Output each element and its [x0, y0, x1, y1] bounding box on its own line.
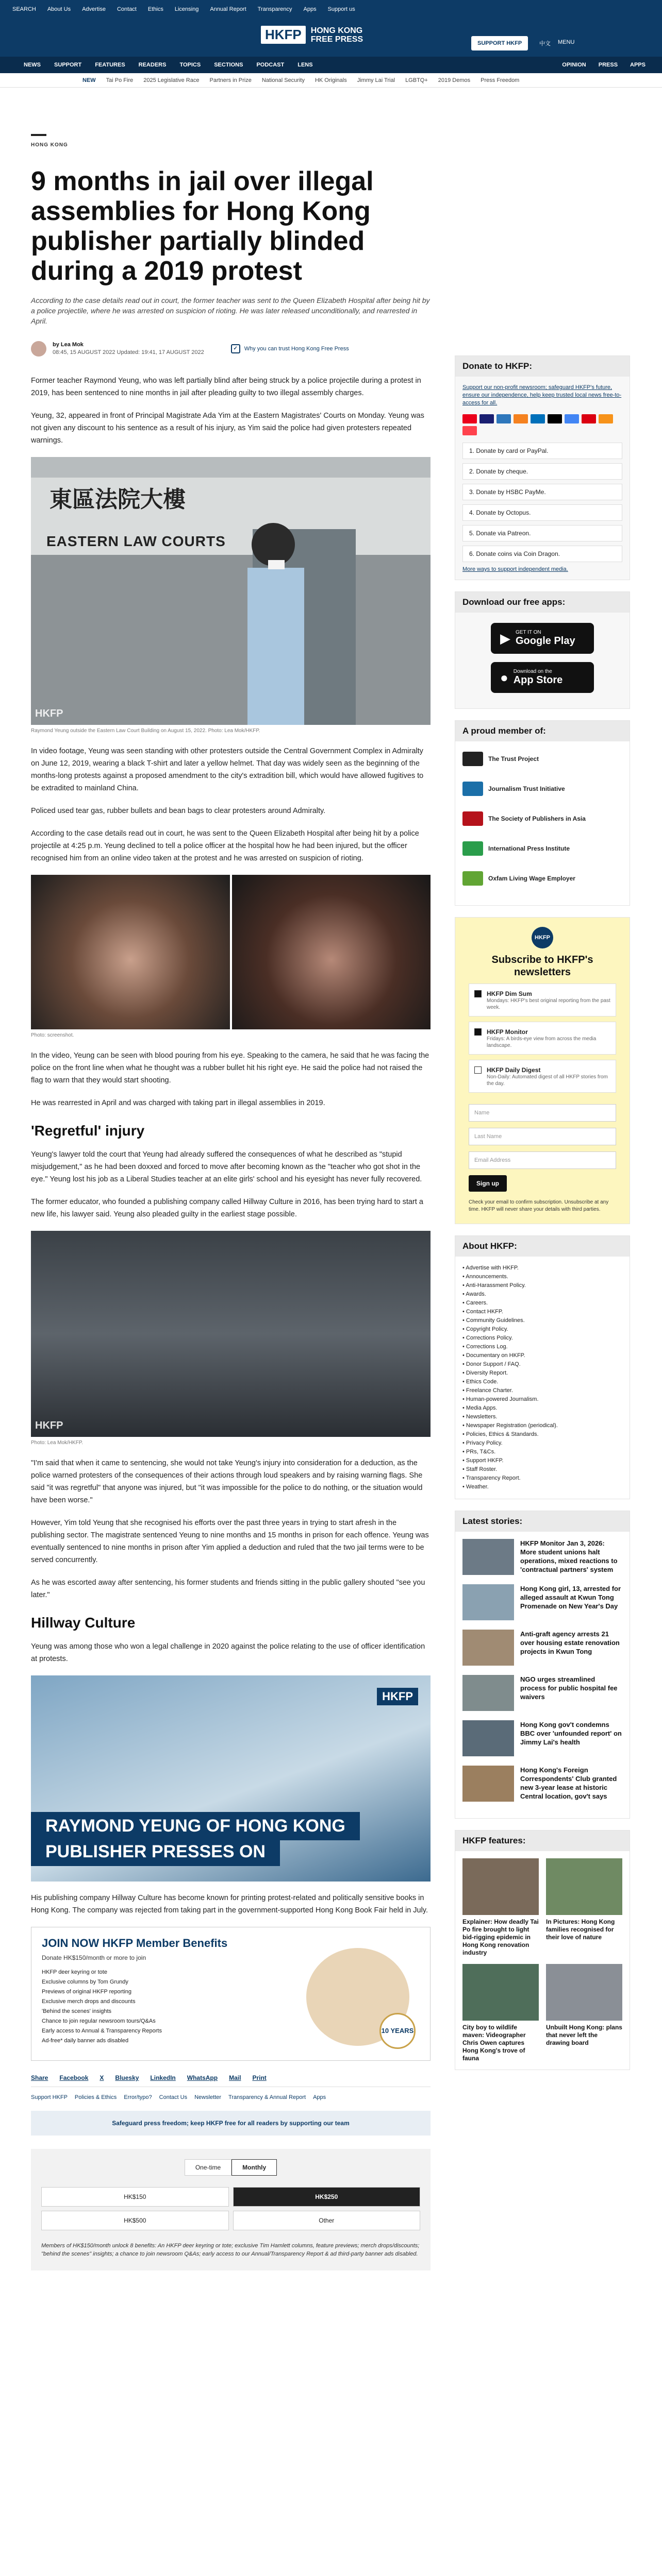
about-link[interactable]: • Donor Support / FAQ. [462, 1361, 521, 1367]
amex-icon [496, 414, 511, 423]
more-ways-link[interactable]: More ways to support independent media. [462, 566, 568, 572]
paragraph: Policed used tear gas, rubber bullets and bean bags to clear protesters around Admiralty. [31, 807, 326, 815]
author-avatar [31, 341, 46, 357]
promo-item: Previews of original HKFP reporting [42, 1989, 132, 1995]
anniversary-badge: 10 YEARS [379, 2013, 416, 2049]
member-promo[interactable] [31, 1927, 431, 2061]
nav-item[interactable]: SECTIONS [214, 62, 243, 68]
share-print[interactable]: Print [252, 2074, 267, 2081]
paragraph: Yeung's lawyer told the court that Yeung had already suffered the consequences of what he described as "stupid misjudgement," as he had been doxxed and forced to move after becoming known as the "teacher who got shot in the eye." Yeung lost his job as a Liberal Studies teacher at an elite girls' school and his eyesight has never fully recovered. [31, 1150, 422, 1183]
about-link[interactable]: • Careers. [462, 1300, 488, 1306]
nav-item[interactable]: LENS [297, 62, 313, 68]
video-banner-line2: PUBLISHER PRESSES ON [31, 1838, 280, 1866]
share-mail[interactable]: Mail [229, 2074, 241, 2081]
option-title: HKFP Dim Sum [487, 990, 532, 997]
share-linkedin[interactable]: LinkedIn [150, 2074, 176, 2081]
about-link[interactable]: • Corrections Policy. [462, 1335, 513, 1341]
feature-title: City boy to wildlife maven: Videographer Chris Owen captures Hong Kong's trove of fauna [462, 2024, 526, 2062]
article-photo [31, 457, 431, 725]
footer-link[interactable]: Transparency & Annual Report [228, 2094, 306, 2100]
card-title: HKFP features: [455, 1831, 630, 1851]
option-title: HKFP Daily Digest [487, 1066, 541, 1074]
newsletter-option[interactable] [469, 984, 616, 1016]
card-title: Download our free apps: [455, 592, 630, 613]
feature-title: Explainer: How deadly Tai Po fire brought to light bid-rigging epidemic in Hong Kong renovation industry [462, 1918, 539, 1956]
card-title: About HKFP: [455, 1236, 630, 1257]
member-name: Journalism Trust Initiative [488, 785, 565, 792]
member-name: The Society of Publishers in Asia [488, 815, 586, 822]
feature-item[interactable] [462, 1964, 539, 2062]
video-logo: HKFP [377, 1688, 418, 1705]
about-link[interactable]: • Anti-Harassment Policy. [462, 1282, 526, 1289]
about-link[interactable]: • Copyright Policy. [462, 1326, 508, 1332]
share-facebook[interactable]: Facebook [59, 2074, 89, 2081]
checkbox-checked[interactable] [474, 990, 482, 997]
paragraph: According to the case details read out in court, he was sent to the Queen Elizabeth Hospital after being hit by a police projectile at 4:25 p.m. Yeung declined to tell a police officer at the hospital how he had been injured, but the officer recognised him from an online video taken at the protest and he was arrested on suspicion of rioting. [31, 829, 419, 862]
footer-link[interactable]: Policies & Ethics [74, 2094, 117, 2100]
features-grid [462, 1858, 622, 2062]
newsletter-option[interactable] [469, 1060, 616, 1093]
option-desc: Fridays: A birds-eye view from across the media landscape. [487, 1036, 597, 1048]
feature-title: Unbuilt Hong Kong: plans that never left the drawing board [546, 2024, 622, 2046]
donate-option[interactable]: 5. Donate via Patreon. [462, 525, 622, 541]
ipi-logo [462, 841, 483, 856]
story-title: Hong Kong's Foreign Correspondents' Club granted new 3-year lease at historic Central location, gov't says [520, 1766, 617, 1800]
footer-link[interactable]: Newsletter [194, 2094, 222, 2100]
features-card [455, 1830, 630, 2070]
story-thumbnail [462, 1539, 514, 1575]
feature-thumbnail [546, 1964, 622, 2021]
court-sign-english: EASTERN LAW COURTS [46, 533, 226, 549]
about-link[interactable]: • Ethics Code. [462, 1379, 499, 1385]
about-link[interactable]: • Newsletters. [462, 1414, 498, 1420]
utility-link[interactable]: Ethics [147, 6, 163, 12]
utility-link[interactable]: Licensing [174, 6, 199, 12]
author-info [53, 341, 204, 357]
about-link[interactable]: • Contact HKFP. [462, 1309, 503, 1315]
footer-link[interactable]: Error/typo? [124, 2094, 152, 2100]
jti-logo [462, 782, 483, 796]
utility-link[interactable]: Transparency [257, 6, 292, 12]
utility-link[interactable]: SEARCH [12, 6, 36, 12]
story-thumbnail [462, 1630, 514, 1666]
injury-screenshot-right [232, 875, 431, 1029]
about-link[interactable]: • Community Guidelines. [462, 1317, 525, 1324]
donate-intro[interactable]: Support our non-profit newsroom; safeguard HKFP's future, ensure our independence, help keep trusted local news free-to-access for all. [462, 384, 622, 406]
member-org[interactable] [462, 749, 622, 769]
footer-link[interactable]: Contact Us [159, 2094, 188, 2100]
promo-item: HKFP deer keyring or tote [42, 1969, 107, 1975]
card-title: A proud member of: [455, 721, 630, 741]
members-card [455, 720, 630, 906]
photo-caption: Raymond Yeung outside the Eastern Law Court Building on August 15, 2022. Photo: Lea Mok/HKFP. [31, 728, 260, 734]
about-link[interactable]: • Advertise with HKFP. [462, 1265, 519, 1271]
amount-option[interactable]: HK$150 [41, 2187, 229, 2207]
story-item[interactable] [462, 1630, 622, 1666]
nav-item[interactable]: APPS [630, 62, 646, 68]
promo-item: Ad-free* daily banner ads disabled [42, 2038, 129, 2044]
about-link[interactable]: • Media Apps. [462, 1405, 498, 1411]
nav-item[interactable]: READERS [138, 62, 167, 68]
newsletter-card [455, 917, 630, 1224]
trending-nav [0, 73, 662, 88]
story-item[interactable] [462, 1539, 622, 1575]
utility-link[interactable]: Annual Report [210, 6, 246, 12]
card-title: Donate to HKFP: [455, 356, 630, 377]
email-field[interactable]: Email Address [469, 1151, 616, 1169]
play-store-icon: ▶ [500, 630, 510, 646]
section-heading: 'Regretful' injury [31, 1123, 145, 1139]
main-nav [0, 57, 662, 73]
utility-link[interactable]: Advertise [82, 6, 106, 12]
header-right-links [539, 39, 574, 47]
donate-option[interactable]: 1. Donate by card or PayPal. [462, 443, 622, 459]
signup-button[interactable]: Sign up [469, 1175, 507, 1192]
promo-item: 'Behind the scenes' insights [42, 2008, 112, 2014]
paragraph: The former educator, who founded a publishing company called Hillway Culture in 2016, has been trying hard to start a new life, his lawyer said. Yeung also pleaded guilty in the earliest stage possible. [31, 1198, 423, 1218]
member-name: Oxfam Living Wage Employer [488, 875, 575, 882]
trending-link[interactable]: 2019 Demos [438, 77, 471, 83]
apple-icon: ● [500, 669, 508, 685]
share-x[interactable]: X [100, 2074, 104, 2081]
article-category[interactable]: HONG KONG [31, 142, 68, 148]
store-line: Google Play [516, 635, 575, 647]
photo-watermark: HKFP [35, 708, 63, 719]
donate-option[interactable]: 6. Donate coins via Coin Dragon. [462, 546, 622, 562]
injury-screenshot-left [31, 875, 230, 1029]
trust-link[interactable] [231, 344, 349, 353]
paypal-icon [531, 414, 545, 423]
discover-icon [514, 414, 528, 423]
nav-item[interactable]: PODCAST [256, 62, 285, 68]
sopa-logo [462, 811, 483, 826]
feature-item[interactable] [546, 1858, 622, 1957]
trust-icon: ✓ [231, 344, 240, 353]
new-label: NEW [82, 77, 96, 83]
footer-links [31, 2087, 431, 2100]
about-link[interactable]: • Documentary on HKFP. [462, 1352, 525, 1359]
story-title: Hong Kong girl, 13, arrested for alleged assault at Kwun Tong Promenade on New Year's Day [520, 1585, 621, 1610]
about-link[interactable]: • Announcements. [462, 1274, 508, 1280]
trending-link[interactable]: Press Freedom [481, 77, 520, 83]
about-link[interactable]: • Diversity Report. [462, 1370, 508, 1376]
about-link[interactable]: • Privacy Policy. [462, 1440, 503, 1446]
store-line: GET IT ON [516, 630, 541, 635]
payment-icons [462, 414, 622, 435]
about-link[interactable]: • Human-powered Journalism. [462, 1396, 539, 1402]
paragraph: In video footage, Yeung was seen standing with other protesters outside the Central Government Complex in Admiralty on June 12, 2019, wearing a black T-shirt and later a yellow helmet. That day was widely seen as the beginning of the months-long protests against a proposed amendment to the city's extradition bill, which would have allowed fugitives to be extradited to mainland China. [31, 747, 424, 792]
site-header [0, 0, 662, 57]
paragraph: In the video, Yeung can be seen with blood pouring from his eye. Speaking to the camera, he said that he was facing the police on the front line when what he thought was a rubber bullet hit his right eye. He said the police had not raised the flag to warn that they would start shooting. [31, 1052, 429, 1084]
about-link[interactable]: • Support HKFP. [462, 1458, 504, 1464]
about-link[interactable]: • Newspaper Registration (periodical). [462, 1422, 558, 1429]
feature-thumbnail [462, 1858, 539, 1915]
story-item[interactable] [462, 1584, 622, 1620]
about-links [462, 1264, 622, 1492]
frequency-monthly[interactable]: Monthly [231, 2159, 277, 2176]
footer-link[interactable]: Apps [313, 2094, 326, 2100]
site-logo[interactable] [261, 26, 363, 44]
visa-icon [479, 414, 494, 423]
paragraph: His publishing company Hillway Culture has become known for printing protest-related and politically sensitive books in Hong Kong. The company was rejected from taking part in the government-supported Hong Kong Book Fair held in July. [31, 1894, 428, 1914]
newsletter-option[interactable] [469, 1022, 616, 1055]
feature-thumbnail [462, 1964, 539, 2021]
newsletter-logo: HKFP [532, 927, 553, 948]
option-desc: Non-Daily: Automated digest of all HKFP stories from the day. [487, 1074, 608, 1087]
frequency-onetime[interactable]: One-time [185, 2159, 231, 2176]
about-link[interactable]: • Weather. [462, 1484, 489, 1490]
donate-card [455, 355, 630, 580]
trending-link[interactable]: Jimmy Lai Trial [357, 77, 395, 83]
about-link[interactable]: • Staff Roster. [462, 1466, 498, 1472]
nav-item[interactable]: NEWS [24, 62, 41, 68]
story-title: Hong Kong gov't condemns BBC over 'unfounded report' on Jimmy Lai's health [520, 1721, 622, 1746]
applepay-icon [548, 414, 562, 423]
photo-caption: Photo: Lea Mok/HKFP. [31, 1440, 83, 1446]
amount-option[interactable]: HK$500 [41, 2211, 229, 2230]
paragraph: He was rearrested in April and was charged with taking part in illegal assemblies in 2019. [31, 1099, 325, 1107]
share-bluesky[interactable]: Bluesky [115, 2074, 139, 2081]
member-org[interactable] [462, 838, 622, 859]
nav-item[interactable]: SUPPORT [54, 62, 82, 68]
support-button[interactable]: SUPPORT HKFP [471, 36, 528, 50]
about-link[interactable]: • Corrections Log. [462, 1344, 508, 1350]
nav-item[interactable]: FEATURES [95, 62, 125, 68]
member-org[interactable] [462, 778, 622, 799]
utility-link[interactable]: Contact [117, 6, 137, 12]
story-title: Anti-graft agency arrests 21 over housing estate renovation projects in Kwun Tong [520, 1630, 620, 1655]
member-name: International Press Institute [488, 845, 570, 852]
article-photo [31, 875, 431, 1029]
nav-item[interactable]: OPINION [562, 62, 586, 68]
story-title: HKFP Monitor Jan 3, 2026: More student unions halt operations, mixed reactions to 'contractual partners' system [520, 1539, 618, 1573]
sidebar [455, 355, 630, 2081]
share-bar [31, 2074, 431, 2081]
article-title: 9 months in jail over illegal assemblies for Hong Kong publisher partially blinded during a 2019 protest [31, 166, 374, 286]
video-banner-line1: RAYMOND YEUNG OF HONG KONG [31, 1812, 360, 1840]
hsbc-icon [582, 414, 596, 423]
feature-item[interactable] [462, 1858, 539, 1957]
googlepay-icon [565, 414, 579, 423]
menu-button[interactable]: MENU [558, 39, 575, 45]
story-thumbnail [462, 1766, 514, 1802]
promo-item: Chance to join regular newsroom tours/Q&As [42, 2018, 156, 2024]
nav-item[interactable]: PRESS [598, 62, 618, 68]
trust-label: Why you can trust Hong Kong Free Press [244, 346, 349, 352]
mastercard-icon [462, 414, 477, 423]
trending-link[interactable]: 2025 Legislative Race [143, 77, 200, 83]
photo-watermark: HKFP [35, 1420, 63, 1431]
octopus-icon [599, 414, 613, 423]
about-link[interactable]: • PRs, T&Cs. [462, 1449, 496, 1455]
paragraph: Yeung, 32, appeared in front of Principal Magistrate Ada Yim at the Eastern Magistrates' Courts on Monday. Yeung was not given any discount to his sentence as a result of his injury, as Yim said the police had given protesters repeated warnings. [31, 412, 424, 445]
trending-link[interactable]: Tai Po Fire [106, 77, 134, 83]
newsletter-title: Subscribe to HKFP's newsletters [491, 954, 593, 978]
google-play-button[interactable] [491, 623, 594, 654]
promo-title: JOIN NOW HKFP Member Benefits [42, 1937, 228, 1950]
utility-link[interactable]: Support us [327, 6, 355, 12]
paragraph: "I'm said that when it came to sentencing, she would not take Yeung's injury into consideration for a deduction, as the police warned protesters of the consequences of their actions through loud speakers and by raising warning flags. She said "it was regretful" that anyone was injured, but "it was impossible for the police to do nothing, or the situation would have been worse." [31, 1459, 423, 1504]
oxfam-logo [462, 871, 483, 886]
promo-item: Exclusive columns by Tom Grundy [42, 1979, 128, 1985]
article-body [31, 375, 431, 2270]
member-name: The Trust Project [488, 755, 539, 762]
video-thumbnail[interactable] [31, 1675, 431, 1882]
about-link[interactable]: • Policies, Ethics & Standards. [462, 1431, 539, 1437]
byline [31, 338, 431, 359]
about-link[interactable]: • Transparency Report. [462, 1475, 521, 1481]
story-item[interactable] [462, 1766, 622, 1802]
feature-thumbnail [546, 1858, 622, 1915]
donate-note: Members of HK$150/month unlock 8 benefits: An HKFP deer keyring or tote; exclusive Tim Hamlett columns, feature previews; merch drops/discounts; "behind the scenes" insights; a chance to join newsroom Q&As; early access to our Annual/Transparency Report & ad third-party banner ads disabled. [41, 2243, 420, 2257]
donate-option[interactable]: 3. Donate by HSBC PayMe. [462, 484, 622, 500]
about-link[interactable]: • Freelance Charter. [462, 1387, 514, 1394]
store-line: Download on the [513, 669, 552, 674]
donate-widget [31, 2149, 431, 2270]
trending-link[interactable]: LGBTQ+ [405, 77, 428, 83]
logo-line: FREE PRESS [310, 35, 363, 44]
story-item[interactable] [462, 1720, 622, 1756]
section-heading: Hillway Culture [31, 1615, 136, 1631]
option-desc: Mondays: HKFP's best original reporting from the past week. [487, 998, 610, 1010]
checkbox-unchecked[interactable] [474, 1066, 482, 1074]
paragraph: Yeung was among those who won a legal challenge in 2020 against the police relating to the use of officer identification at protests. [31, 1642, 425, 1663]
member-org[interactable] [462, 868, 622, 889]
feature-item[interactable] [546, 1964, 622, 2062]
story-thumbnail [462, 1675, 514, 1711]
court-sign-chinese: 東區法院大樓 [49, 486, 186, 513]
donate-option[interactable]: 2. Donate by cheque. [462, 463, 622, 480]
footer-link[interactable]: Support HKFP [31, 2094, 68, 2100]
nav-right [562, 62, 662, 68]
about-card [455, 1235, 630, 1499]
trending-link[interactable]: National Security [261, 77, 305, 83]
app-store-button[interactable] [491, 662, 594, 693]
publish-dates: 08:45, 15 AUGUST 2022 Updated: 19:41, 17 AUGUST 2022 [53, 349, 204, 355]
share-label: Share [31, 2074, 48, 2081]
donate-options [462, 443, 622, 562]
paragraph: As he was escorted away after sentencing, his former students and friends sitting in the public gallery shouted "see you later." [31, 1579, 425, 1599]
amount-options [41, 2187, 420, 2230]
nav-item[interactable]: TOPICS [179, 62, 201, 68]
about-link[interactable]: • Awards. [462, 1291, 486, 1297]
chinese-link[interactable]: 中文 [539, 41, 551, 47]
article-photo [31, 1231, 431, 1437]
paragraph: Former teacher Raymond Yeung, who was left partially blind after being struck by a police projectile during a protest in 2019, has been sentenced to nine months in jail after pleading guilty to two illegal assembly charges. [31, 377, 421, 397]
promo-item: Exclusive merch drops and discounts [42, 1998, 136, 2005]
amount-option[interactable]: Other [233, 2211, 421, 2230]
member-org[interactable] [462, 808, 622, 829]
utility-nav [12, 6, 355, 12]
promo-sub: Donate HK$150/month or more to join [42, 1954, 146, 1961]
utility-link[interactable]: Apps [303, 6, 317, 12]
promo-list [42, 1968, 162, 2046]
checkbox-checked[interactable] [474, 1028, 482, 1036]
frequency-toggle [41, 2159, 420, 2176]
feature-title: In Pictures: Hong Kong families recognised for their love of nature [546, 1918, 615, 1941]
logo-mark: HKFP [261, 26, 306, 44]
story-item[interactable] [462, 1675, 622, 1711]
promo-item: Early access to Annual & Transparency Reports [42, 2028, 162, 2034]
last-name-field[interactable]: Last Name [469, 1128, 616, 1145]
name-field[interactable]: Name [469, 1104, 616, 1122]
amount-option[interactable]: HK$250 [233, 2187, 421, 2207]
author-name[interactable]: by Lea Mok [53, 342, 84, 348]
card-title: Latest stories: [455, 1511, 630, 1532]
paragraph: However, Yim told Yeung that she recognised his efforts over the past three years in trying to start afresh in the publishing sector. The magistrate sentenced Yeung to nine months and 15 months in prison for each offence. Yeung was eventually sentenced to nine months in prison after Yim applied a deduction and ruled that the two jail terms were to be served concurrently. [31, 1519, 429, 1564]
logo-line: HONG KONG [310, 26, 363, 35]
trust-project-logo [462, 752, 483, 766]
kicker-bar [31, 134, 46, 136]
story-thumbnail [462, 1720, 514, 1756]
story-thumbnail [462, 1584, 514, 1620]
trending-link[interactable]: HK Originals [315, 77, 347, 83]
spacer [31, 1882, 431, 1892]
support-banner[interactable]: Safeguard press freedom; keep HKFP free for all readers by supporting our team [31, 2111, 431, 2136]
photo-caption: Photo: screenshot. [31, 1032, 74, 1038]
apps-card [455, 591, 630, 709]
article-dek: According to the case details read out in court, the former teacher was sent to the Queen Elizabeth Hospital after being hit by a police projectile, where he was arrested on suspicion of rioting. He was later released unconditionally, and rearrested in April. [31, 296, 430, 325]
patreon-icon [462, 426, 477, 435]
utility-link[interactable]: About Us [47, 6, 71, 12]
trending-link[interactable]: Partners in Prize [209, 77, 252, 83]
store-line: App Store [513, 674, 563, 686]
article [31, 134, 431, 2270]
logo-wordmark [311, 26, 363, 44]
option-title: HKFP Monitor [487, 1028, 528, 1036]
story-title: NGO urges streamlined process for public hospital fee waivers [520, 1675, 618, 1701]
latest-card [455, 1511, 630, 1819]
donate-option[interactable]: 4. Donate by Octopus. [462, 504, 622, 521]
share-whatsapp[interactable]: WhatsApp [187, 2074, 218, 2081]
newsletter-footnote: Check your email to confirm subscription. Unsubscribe at any time. HKFP will never share your details with third parties. [469, 1199, 609, 1212]
